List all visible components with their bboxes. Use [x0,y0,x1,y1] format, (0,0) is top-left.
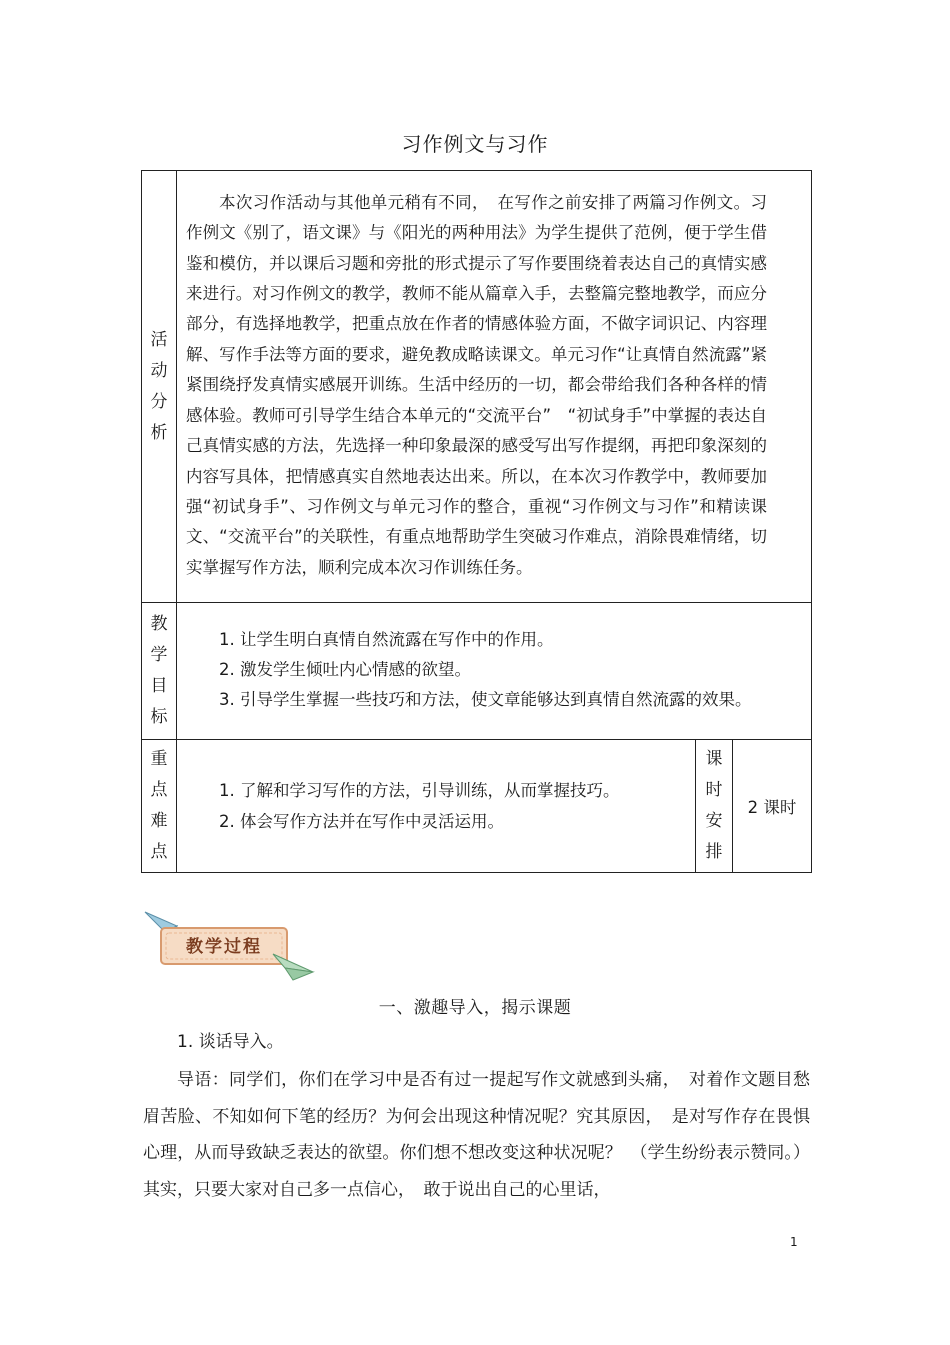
key-points-label: 重 点 难 点 [142,740,177,873]
goals-row [142,603,812,740]
analysis-paragraph: 本次习作活动与其他单元稍有不同， 在写作之前安排了两篇习作例文。习作例文《别了，语文课》与《阳光的两种用法》为学生提供了范例，便于学生借鉴和模仿，并以课后习题和旁批的形式提示了写作要围绕着表达自己的真情实感来进行。对习作例文的教学，教师不能从篇章入手，去整篇完整地教学，而应分部分，有选择地教学，把重点放在作者的情感体验方面，不做字词识记、内容理解、写作手法等方面的要求，避免教成略读课文。单元习作“让真情自然流露”紧紧围绕抒发真情实感展开训练。生活中经历的一切，都会带给我们各种各样的情感体验。教师可引导学生结合本单元的“交流平台” “初试身手”中掌握的表达自己真情实感的方法，先选择一种印象最深的感受写出写作提纲，再把印象深刻的内容写具体，把情感真实自然地表达出来。所以，在本次习作教学中，教师要加强“初试身手”、习作例文与单元习作的整合，重视“习作例文与习作”和精读课文、“交流平台”的关联性，有重点地帮助学生突破习作难点，消除畏难情绪，切实掌握写作方法，顺利完成本次习作训练任务。 [186,192,768,577]
goals-label: 教 学 目 标 [142,603,177,740]
lesson-plan-table [141,170,812,873]
badge-text: 教学过程 [186,937,262,957]
teaching-process-badge [143,908,315,986]
analysis-text-cell [177,171,812,603]
goal-item: 3. 引导学生掌握一些技巧和方法，使文章能够达到真情自然流露的效果。 [219,690,752,709]
goal-item: 1. 让学生明白真情自然流露在写作中的作用。 [219,630,554,649]
key-points-row [142,740,812,873]
step-label: 1. 谈话导入。 [177,1032,284,1052]
schedule-value: 2 课时 [733,740,812,873]
section-heading: 一、激趣导入，揭示课题 [378,998,572,1018]
page-number: 1 [790,1235,798,1249]
page-title: 习作例文与习作 [401,132,549,156]
key-point-item: 1. 了解和学习写作的方法，引导训练，从而掌握技巧。 [219,781,620,800]
badge-graphic [143,908,315,986]
schedule-label: 课 时 安 排 [696,740,733,873]
analysis-row [142,171,812,603]
analysis-label: 活 动 分 析 [142,171,177,603]
intro-paragraph: 导语：同学们，你们在学习中是否有过一提起写作文就感到头痛， 对着作文题目愁眉苦脸、不知如何下笔的经历？为何会出现这种情况呢？究其原因， 是对写作存在畏惧心理，从而导致缺乏表达的欲望。你们想不想改变这种状况呢？ （学生纷纷表示赞同。）其实，只要大家对自己多一点信心， 敢于说出自己的心里话， [143,1070,810,1200]
key-point-item: 2. 体会写作方法并在写作中灵活运用。 [219,812,504,831]
key-points-cell [177,740,696,873]
goals-cell [177,603,812,740]
goal-item: 2. 激发学生倾吐内心情感的欲望。 [219,660,471,679]
